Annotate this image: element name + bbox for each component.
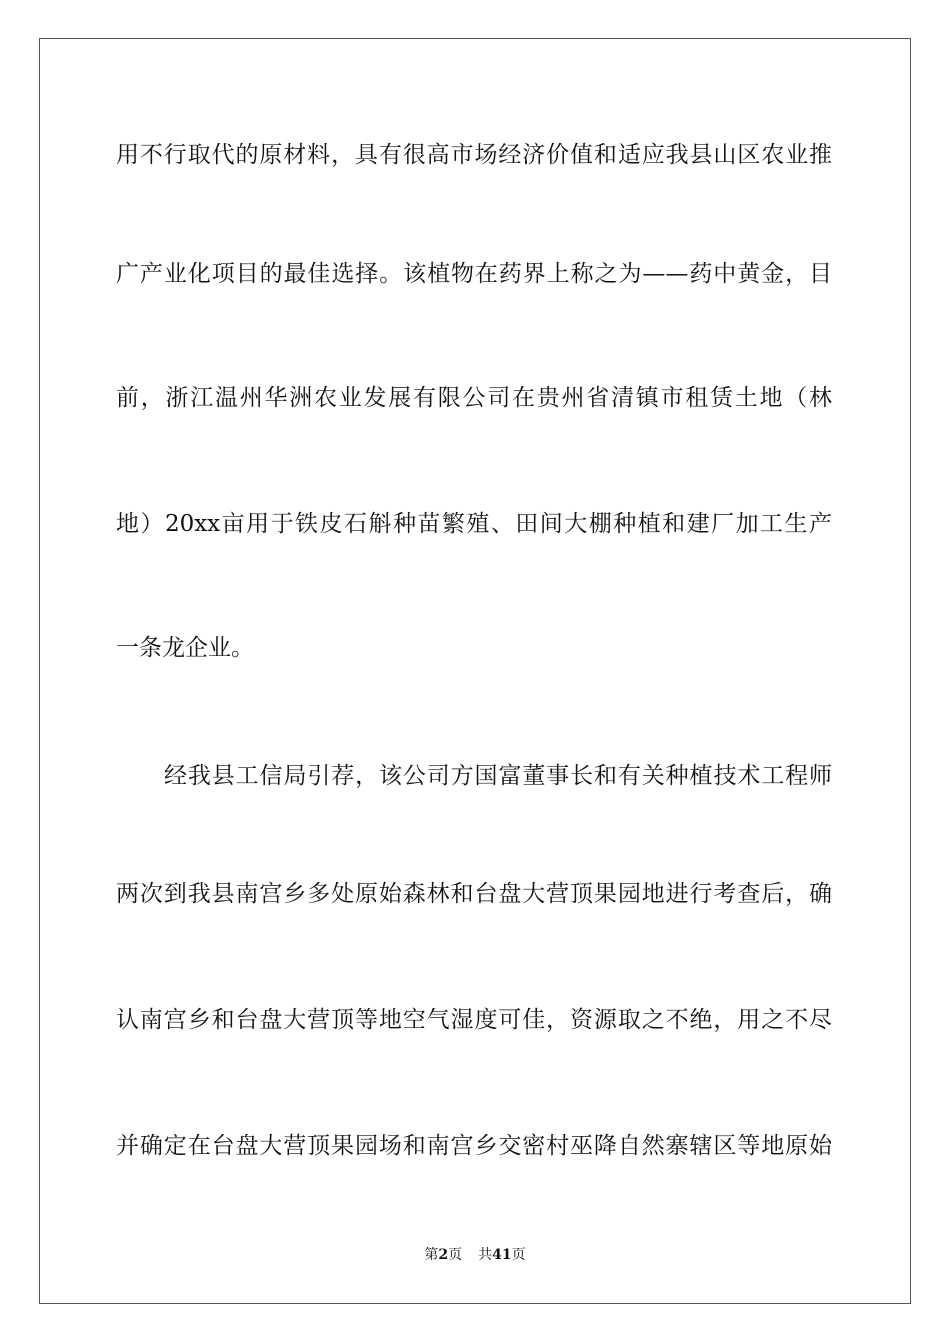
paragraph-line: 并确定在台盘大营顶果园场和南宫乡交密村巫降自然寨辖区等地原始 bbox=[116, 1133, 832, 1159]
page-frame bbox=[39, 38, 911, 1304]
page-footer bbox=[0, 1245, 950, 1265]
total-pages: 41 bbox=[492, 1247, 512, 1263]
paragraph-line: 前，浙江温州华洲农业发展有限公司在贵州省清镇市租赁土地（林 bbox=[116, 385, 832, 411]
page-suffix: 页 bbox=[448, 1247, 463, 1263]
paragraph-line: 认南宫乡和台盘大营顶等地空气湿度可佳，资源取之不绝，用之不尽 bbox=[116, 1007, 832, 1033]
page-prefix: 第 bbox=[424, 1247, 439, 1263]
total-prefix: 共 bbox=[478, 1247, 493, 1263]
page-number: 2 bbox=[438, 1247, 449, 1263]
paragraph-line: 广产业化项目的最佳选择。该植物在药界上称之为——药中黄金，目 bbox=[116, 261, 832, 287]
paragraph-line: 经我县工信局引荐，该公司方国富董事长和有关种植技术工程师 bbox=[164, 763, 832, 789]
paragraph-line: 用不行取代的原材料，具有很高市场经济价值和适应我县山区农业推 bbox=[116, 142, 832, 168]
paragraph-line: 一条龙企业。 bbox=[116, 635, 254, 661]
paragraph-line: 地）20xx亩用于铁皮石斛种苗繁殖、田间大棚种植和建厂加工生产 bbox=[116, 511, 832, 537]
paragraph-line: 两次到我县南宫乡多处原始森林和台盘大营顶果园地进行考查后，确 bbox=[116, 881, 832, 907]
total-suffix: 页 bbox=[511, 1247, 526, 1263]
